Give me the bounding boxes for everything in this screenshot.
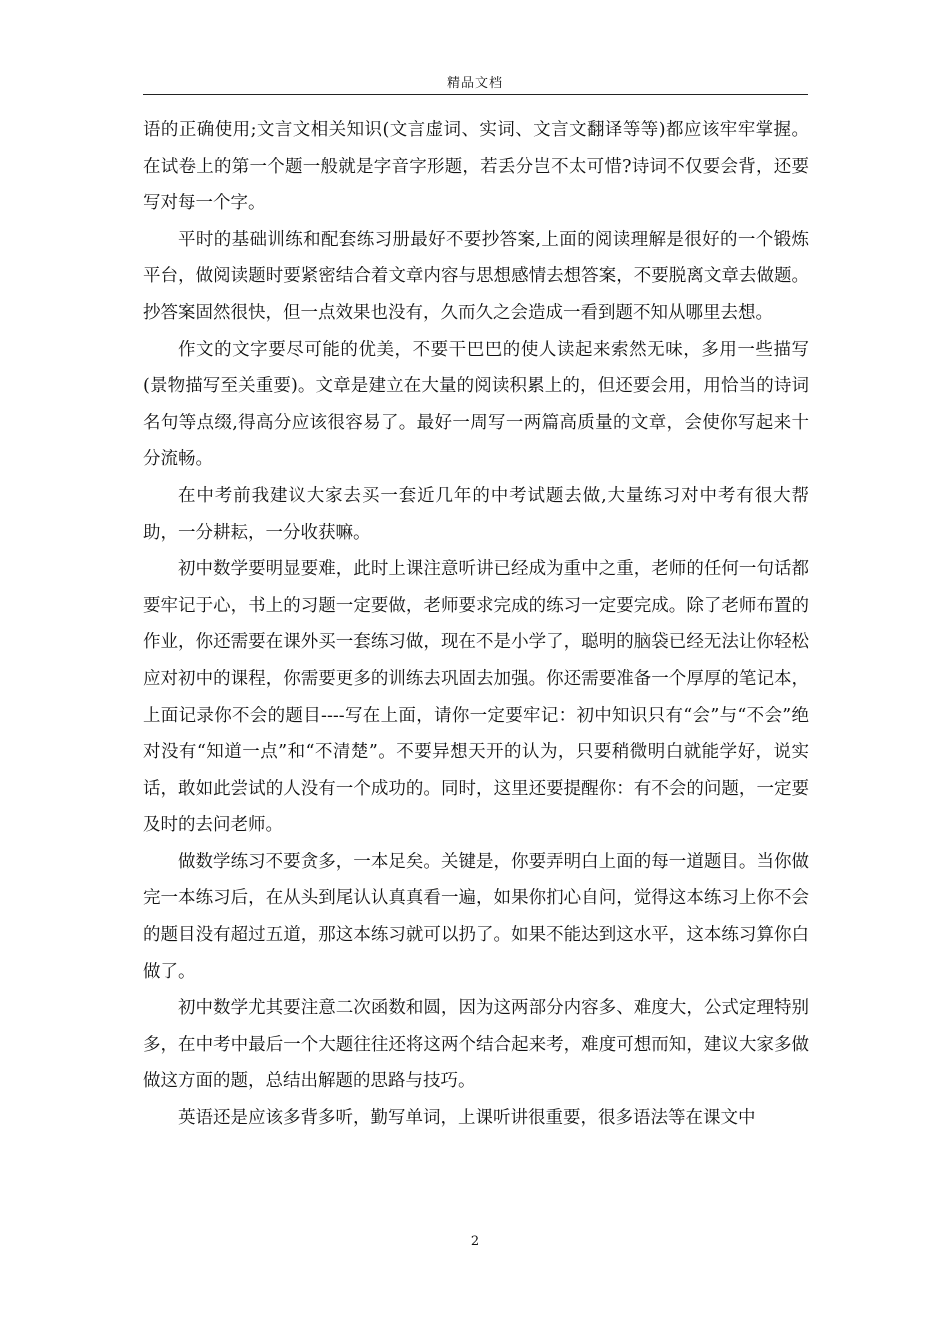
- document-body: [143, 112, 809, 1137]
- paragraph: 作文的文字要尽可能的优美，不要干巴巴的使人读起来索然无味，多用一些描写(景物描写至关重要)。文章是建立在大量的阅读积累上的，但还要会用，用恰当的诗词名句等点缀,得高分应该很容易了。最好一周写一两篇高质量的文章，会使你写起来十分流畅。: [143, 339, 809, 470]
- paragraph: 做数学练习不要贪多，一本足矣。关键是，你要弄明白上面的每一道题目。当你做完一本练习后，在从头到尾认认真真看一遍，如果你扪心自问，觉得这本练习上你不会的题目没有超过五道，那这本练习就可以扔了。如果不能达到这水平，这本练习算你白做了。: [143, 851, 809, 982]
- paragraph: 平时的基础训练和配套练习册最好不要抄答案,上面的阅读理解是很好的一个锻炼平台，做阅读题时要紧密结合着文章内容与思想感情去想答案，不要脱离文章去做题。抄答案固然很快，但一点效果也没有，久而久之会造成一看到题不知从哪里去想。: [143, 229, 809, 323]
- paragraph: 初中数学要明显要难，此时上课注意听讲已经成为重中之重，老师的任何一句话都要牢记于心，书上的习题一定要做，老师要求完成的练习一定要完成。除了老师布置的作业，你还需要在课外买一套练习做，现在不是小学了，聪明的脑袋已经无法让你轻松应对初中的课程，你需要更多的训练去巩固去加强。你还需要准备一个厚厚的笔记本，上面记录你不会的题目----写在上面，请你一定要牢记：初中知识只有“会”与“不会”绝对没有“知道一点”和“不清楚”。不要异想天开的认为，只要稍微明白就能学好，说实话，敢如此尝试的人没有一个成功的。同时，这里还要提醒你：有不会的问题，一定要及时的去问老师。: [143, 559, 809, 836]
- paragraph: 英语还是应该多背多听，勤写单词，上课听讲很重要，很多语法等在课文中: [178, 1108, 756, 1129]
- page-header: 精品文档: [446, 76, 503, 91]
- paragraph-continued: 语的正确使用;文言文相关知识(文言虚词、实词、文言文翻译等等)都应该牢牢掌握。在试卷上的第一个题一般就是字音字形题，若丢分岂不太可惜?诗词不仅要会背，还要写对每一个字。: [143, 120, 809, 214]
- paragraph: 初中数学尤其要注意二次函数和圆，因为这两部分内容多、难度大，公式定理特别多，在中考中最后一个大题往往还将这两个结合起来考，难度可想而知，建议大家多做做这方面的题，总结出解题的思路与技巧。: [143, 998, 809, 1092]
- header-divider: [143, 94, 808, 95]
- page-number: 2: [470, 1234, 480, 1249]
- paragraph: 在中考前我建议大家去买一套近几年的中考试题去做,大量练习对中考有很大帮助，一分耕耘，一分收获嘛。: [143, 485, 809, 543]
